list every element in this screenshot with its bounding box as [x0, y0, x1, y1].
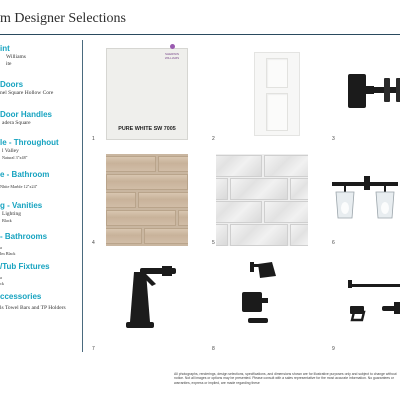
tile-plank [106, 210, 176, 226]
section-heading: - Bathrooms [0, 232, 48, 241]
section-heading: Door Handles [0, 110, 53, 119]
door-image [218, 48, 300, 140]
section-value: ck [0, 280, 4, 286]
item-number: 4 [92, 240, 95, 246]
vanity-light-image [330, 154, 400, 246]
sidebar-section-shower-tub-fixtures [0, 262, 50, 286]
title-divider [0, 34, 400, 35]
towel-bar-set-icon [338, 254, 400, 346]
marble-slab [290, 178, 308, 200]
page-title: m Designer Selections [0, 11, 126, 26]
section-value: l Valley [2, 148, 19, 154]
tile-plank [106, 192, 136, 208]
item-number: 3 [332, 136, 335, 142]
paint-swatch-image [106, 48, 188, 140]
section-heading: ccessories [0, 292, 42, 301]
tile-plank [144, 228, 188, 244]
bath-accessories-image [338, 254, 400, 346]
tile-plank [106, 156, 156, 172]
shower-fixture-set-icon [224, 254, 306, 346]
item-number: 9 [332, 346, 335, 352]
interior-door-icon [254, 52, 300, 136]
door-handle-image [338, 48, 400, 140]
section-value: adera Square [2, 120, 31, 126]
section-heading: /Tub Fixtures [0, 262, 50, 271]
item-number: 8 [212, 346, 215, 352]
sidebar-section-tile-throughout [0, 138, 59, 161]
section-value: Nhite Marble 12"x24" [0, 184, 38, 189]
sidebar-section-doors [0, 80, 53, 97]
sidebar-section-door-handles [0, 110, 52, 127]
item-number: 5 [212, 240, 215, 246]
item-number: 6 [332, 240, 335, 246]
section-value: Im Black [0, 250, 16, 256]
marble-tile-image [216, 154, 308, 246]
section-heading: le - Throughout [0, 138, 59, 147]
sidebar-section-faucet-bathrooms [0, 232, 47, 256]
selection-gallery [90, 40, 400, 352]
shower-fixture-image [224, 254, 306, 346]
vanity-light-icon [330, 154, 400, 246]
paint-name: PURE WHITE SW 7005 [118, 126, 176, 132]
sidebar-section-tile-bathroom [0, 170, 49, 190]
faucet-image [106, 254, 188, 346]
selections-sidebar [0, 40, 83, 352]
section-value: ite [6, 61, 12, 67]
door-panel [266, 93, 288, 131]
marble-slab [230, 224, 288, 246]
door-handle-icon [338, 48, 400, 140]
footer-disclaimer: All photographs, renderings, design selections, specifications, and dimensions shown are for illustrative purposes only and subject to change without notice. Not all images or options may be presented. Please consult with a sales representative for the most accurate information. No guarantees or warranties, express or implied, are made regarding these [174, 372, 397, 385]
tile-plank [178, 210, 188, 226]
section-heading: g - Vanities [0, 201, 43, 210]
marble-slab [290, 224, 308, 246]
tile-plank [106, 174, 188, 190]
tile-plank [158, 156, 188, 172]
section-value: Black [2, 218, 12, 223]
sidebar-section-paint [0, 44, 26, 68]
section-heading: int [0, 44, 10, 53]
item-number: 2 [212, 136, 215, 142]
marble-slab [216, 201, 262, 223]
section-value: ls Towel Bars and TP Holders [0, 305, 66, 311]
brand-logo-icon [170, 44, 175, 49]
item-number: 7 [92, 346, 95, 352]
marble-slab [216, 178, 228, 200]
section-value: nel Square Hollow Core [0, 90, 54, 96]
section-value: Lighting [2, 211, 21, 217]
section-heading: Doors [0, 80, 24, 89]
wood-look-tile-image [106, 154, 188, 246]
item-number: 1 [92, 136, 95, 142]
marble-slab [216, 155, 262, 177]
section-value: Natural 3"x48" [2, 155, 28, 160]
sidebar-section-bath-accessories [0, 292, 66, 312]
section-value: Williams [6, 54, 26, 60]
marble-slab [264, 155, 308, 177]
marble-slab [216, 224, 228, 246]
paint-brand: SHERWIN WILLIAMS [164, 52, 180, 60]
section-heading: e - Bathroom [0, 170, 50, 179]
section-value: a [0, 275, 2, 280]
sidebar-section-lighting-vanities [0, 201, 42, 224]
marble-slab [264, 201, 308, 223]
marble-slab [230, 178, 288, 200]
tile-plank [106, 228, 142, 244]
tile-plank [138, 192, 188, 208]
bathroom-faucet-icon [106, 254, 188, 346]
door-panel [266, 58, 288, 88]
section-value: a [0, 245, 2, 250]
